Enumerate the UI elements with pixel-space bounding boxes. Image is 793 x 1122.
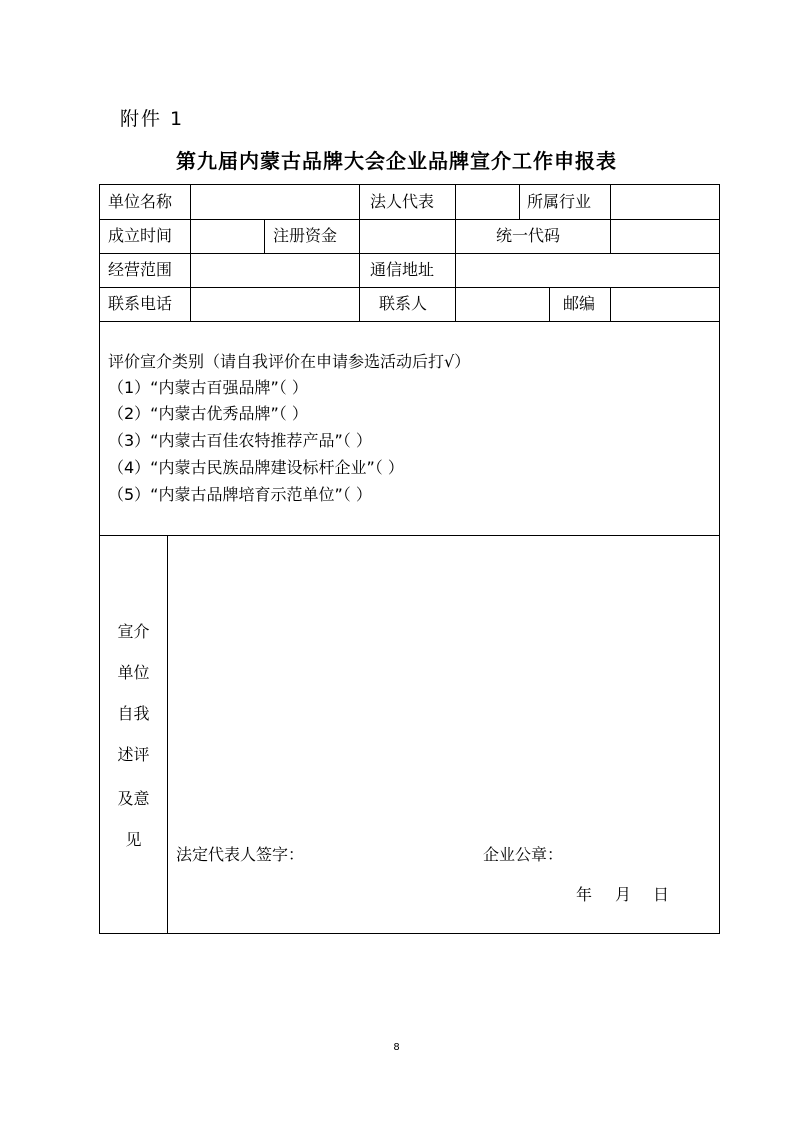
col-divider xyxy=(264,219,265,253)
col-divider xyxy=(190,219,191,253)
col-divider xyxy=(190,185,191,219)
form-title: 第九届内蒙古品牌大会企业品牌宣介工作申报表 xyxy=(176,149,617,173)
seal-label: 企业公章： xyxy=(483,845,564,864)
signature-label: 法定代表人签字： xyxy=(176,845,305,864)
row-divider xyxy=(100,219,719,220)
contact-label: 联系人 xyxy=(379,294,428,313)
unit-name-label: 单位名称 xyxy=(108,192,173,211)
col-divider xyxy=(455,185,456,219)
opinion-side-label: 见 xyxy=(125,830,142,849)
col-divider xyxy=(610,219,611,253)
category-item: （1）“内蒙古百强品牌”（ ） xyxy=(108,378,308,397)
col-divider xyxy=(455,287,456,321)
row-divider xyxy=(100,535,719,536)
row-divider xyxy=(100,253,719,254)
date-day-label: 日 xyxy=(653,885,670,904)
col-divider xyxy=(519,185,520,219)
postcode-label: 邮编 xyxy=(563,294,596,313)
legal-rep-label: 法人代表 xyxy=(370,192,435,211)
attachment-label: 附件 1 xyxy=(120,108,185,130)
row-divider xyxy=(100,287,719,288)
established-label: 成立时间 xyxy=(108,226,173,245)
row-divider xyxy=(100,321,719,322)
col-divider xyxy=(359,219,360,253)
opinion-side-label: 单位 xyxy=(117,663,150,682)
col-divider xyxy=(190,287,191,321)
col-divider xyxy=(610,185,611,219)
category-item: （5）“内蒙古品牌培育示范单位”（ ） xyxy=(108,485,372,504)
scope-label: 经营范围 xyxy=(108,260,173,279)
credit-code-label: 统一代码 xyxy=(496,226,561,245)
date-year-label: 年 xyxy=(576,885,593,904)
page-number: 8 xyxy=(393,1042,400,1053)
category-heading: 评价宣介类别（请自我评价在申请参选活动后打√） xyxy=(108,352,471,371)
col-divider xyxy=(359,253,360,287)
col-divider xyxy=(167,535,168,933)
category-item: （3）“内蒙古百佳农特推荐产品”（ ） xyxy=(108,431,372,450)
col-divider xyxy=(455,219,456,253)
date-month-label: 月 xyxy=(615,885,632,904)
opinion-side-label: 自我 xyxy=(117,704,150,723)
category-item: （4）“内蒙古民族品牌建设标杆企业”（ ） xyxy=(108,458,404,477)
application-form-table xyxy=(99,184,720,934)
col-divider xyxy=(455,253,456,287)
capital-label: 注册资金 xyxy=(273,226,338,245)
industry-label: 所属行业 xyxy=(527,192,592,211)
address-label: 通信地址 xyxy=(370,260,435,279)
opinion-side-label: 宣介 xyxy=(117,622,150,641)
col-divider xyxy=(359,185,360,219)
category-item: （2）“内蒙古优秀品牌”（ ） xyxy=(108,404,308,423)
opinion-side-label: 述评 xyxy=(117,745,150,764)
col-divider xyxy=(359,287,360,321)
col-divider xyxy=(610,287,611,321)
opinion-side-label: 及意 xyxy=(117,789,150,808)
col-divider xyxy=(190,253,191,287)
phone-label: 联系电话 xyxy=(108,294,173,313)
col-divider xyxy=(549,287,550,321)
